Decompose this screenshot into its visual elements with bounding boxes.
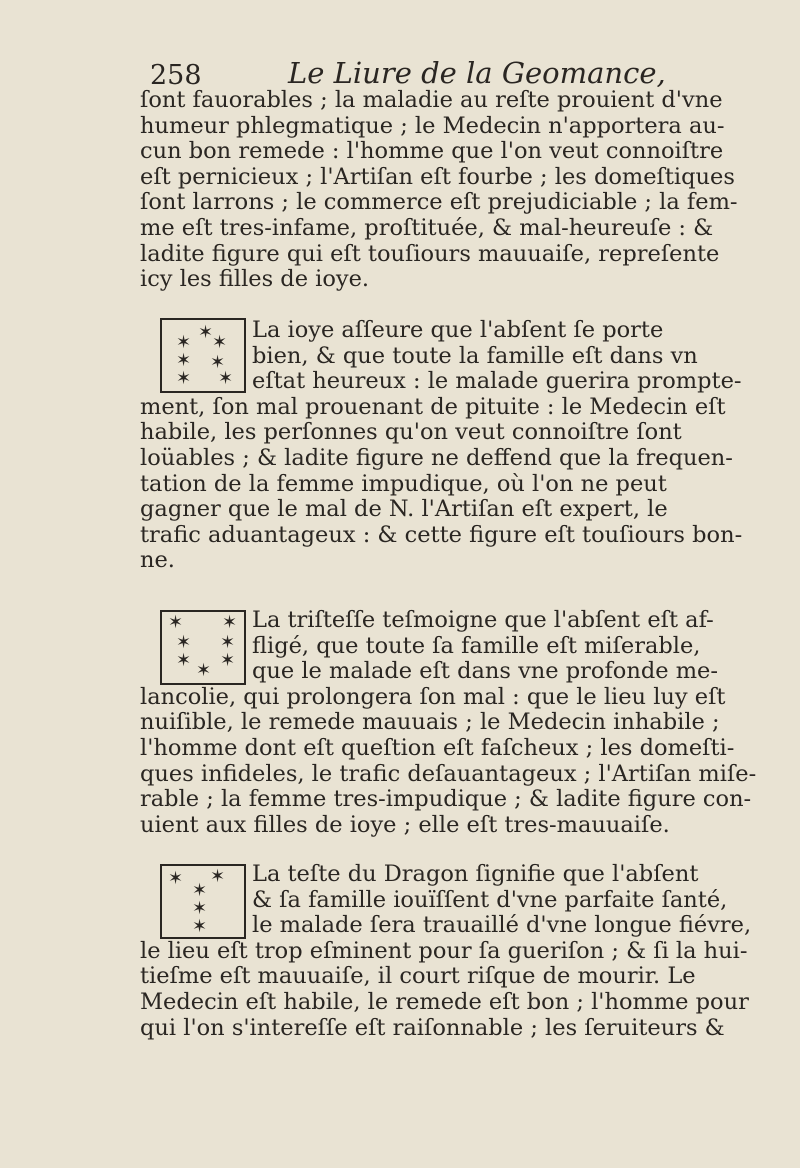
- text-line: ſont fauorables ; la maladie au reſte prouient d'vne: [140, 87, 723, 113]
- star-icon: ✶: [220, 632, 236, 653]
- star-icon: ✶: [212, 332, 228, 353]
- paragraph-1: [140, 87, 738, 293]
- star-icon: ✶: [192, 880, 208, 901]
- text-line: me eſt tres-infame, proſtituée, & mal-heureuſe : &: [140, 214, 714, 241]
- text-line: ne.: [140, 547, 175, 574]
- paragraph-teste-du-dragon: [140, 861, 752, 1041]
- star-icon: ✶: [198, 322, 214, 343]
- text-line: nuiſible, le remede mauuais ; le Medecin inhabile ;: [140, 709, 720, 736]
- star-icon: ✶: [176, 650, 192, 671]
- star-icon: ✶: [222, 612, 238, 633]
- text-line: La ioye aſſeure que l'abſent ſe porte: [252, 317, 664, 343]
- star-icon: ✶: [210, 352, 226, 373]
- paragraph-ioye: [140, 317, 743, 574]
- star-icon: ✶: [210, 866, 226, 887]
- paragraph-tristesse: [140, 607, 757, 838]
- text-line: La triſteſſe teſmoigne que l'abſent eſt af-: [252, 607, 714, 633]
- text-line: que le malade eſt dans vne profonde me-: [252, 658, 718, 685]
- star-icon: ✶: [218, 368, 234, 389]
- text-line: humeur phlegmatique ; le Medecin n'apportera au-: [140, 112, 725, 139]
- text-line: La teſte du Dragon ſignifie que l'abſent: [252, 861, 699, 887]
- text-line: trafic aduantageux : & cette figure eſt touſiours bon-: [140, 521, 743, 548]
- star-icon: ✶: [168, 612, 184, 633]
- star-icon: ✶: [192, 898, 208, 919]
- text-line: icy les filles de ioye.: [140, 266, 370, 293]
- star-icon: ✶: [176, 368, 192, 389]
- text-line: Medecin eſt habile, le remede eſt bon ; l'homme pour: [140, 988, 749, 1015]
- text-line: cun bon remede : l'homme que l'on veut connoiſtre: [140, 138, 724, 165]
- text-line: ment, ſon mal prouenant de pituite : le Medecin eſt: [140, 393, 726, 420]
- page-number: 258: [150, 60, 202, 91]
- text-line: fligé, que toute ſa famille eſt miſerable,: [252, 632, 701, 659]
- text-line: eſt pernicieux ; l'Artiſan eſt fourbe ; les domeſtiques: [140, 163, 735, 190]
- text-line: ques infideles, le trafic deſauantageux ; l'Artiſan miſe-: [140, 760, 757, 787]
- text-line: uient aux filles de ioye ; elle eſt tres-mauuaiſe.: [140, 811, 670, 838]
- text-line: bien, & que toute la famille eſt dans vn: [252, 342, 698, 369]
- text-line: l'homme dont eſt queſtion eſt faſcheux ; les domeſti-: [140, 734, 735, 761]
- star-icon: ✶: [196, 660, 212, 681]
- text-line: eſtat heureux : le malade guerira prompte-: [252, 368, 742, 395]
- text-line: qui l'on s'intereſſe eſt raiſonnable ; les ſeruiteurs &: [140, 1014, 725, 1041]
- text-line: gagner que le mal de N. l'Artiſan eſt expert, le: [140, 496, 668, 523]
- running-title: Le Liure de la Geomance,: [288, 56, 666, 90]
- text-line: habile, les perſonnes qu'on veut connoiſtre ſont: [140, 419, 682, 446]
- text-line: & ſa famille iouïſſent d'vne parfaite ſanté,: [252, 886, 728, 913]
- text-line: le lieu eſt trop eſminent pour ſa gueriſon ; & ſi la hui-: [140, 937, 748, 964]
- star-icon: ✶: [176, 332, 192, 353]
- text-line: rable ; la femme tres-impudique ; & ladite figure con-: [140, 786, 752, 813]
- text-line: lancolie, qui prolongera ſon mal : que le lieu luy eſt: [140, 683, 726, 710]
- star-icon: ✶: [192, 916, 208, 937]
- text-line: tation de la femme impudique, où l'on ne peut: [140, 470, 667, 497]
- text-line: ſont larrons ; le commerce eſt prejudiciable ; la fem-: [140, 189, 738, 216]
- star-icon: ✶: [176, 632, 192, 653]
- text-line: ladite figure qui eſt touſiours mauuaiſe, repreſente: [140, 240, 720, 267]
- text-line: le malade ſera trauaillé d'vne longue fiévre,: [252, 912, 752, 939]
- star-icon: ✶: [220, 650, 236, 671]
- text-line: loüables ; & ladite figure ne deffend que la frequen-: [140, 444, 733, 471]
- star-icon: ✶: [168, 868, 184, 889]
- star-icon: ✶: [176, 350, 192, 371]
- text-line: tieſme eſt mauuaiſe, il court riſque de mourir. Le: [140, 963, 696, 990]
